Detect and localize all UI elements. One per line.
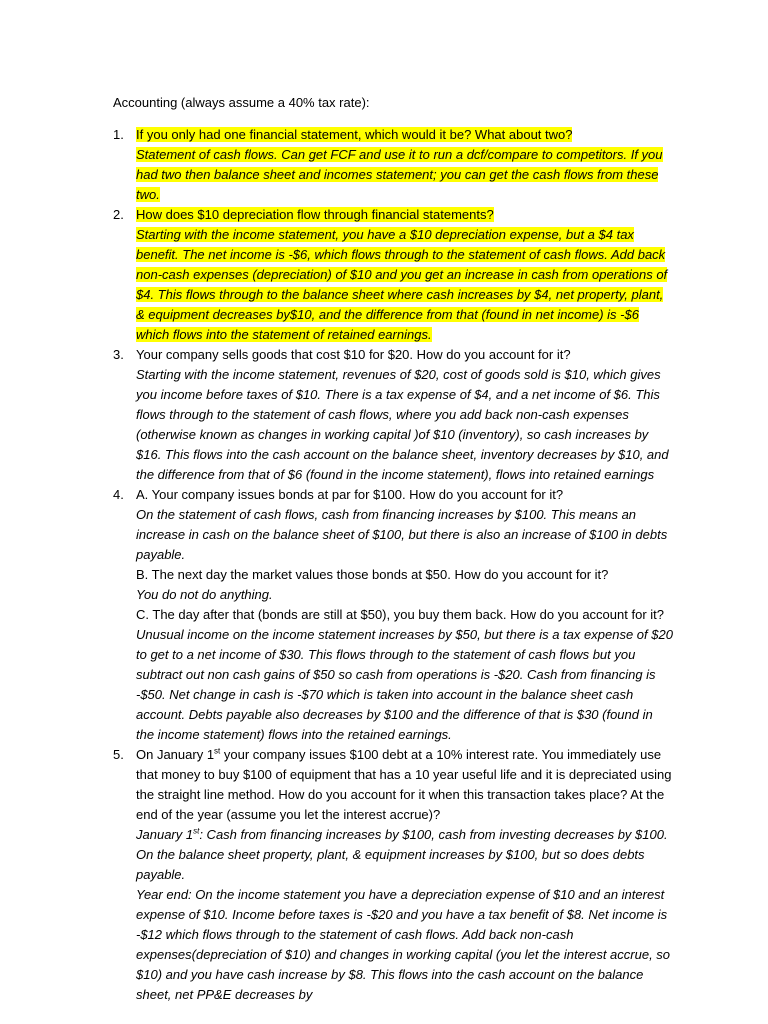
answer-text-year-end: Year end: On the income statement you have a depreciation expense of $10 and an interest expense of $10. Income before taxes is -$20 and you have a tax benefit of $8. Net income is -$12 which flows through to the statement of cash flows. Add back non-cash expenses(depreciation of $10) and changes in working capital (you let the interest accrue, so $10) and you have cash increase by $8. This flows into the cash account on the balance sheet, net PP&E decreases by [136, 887, 671, 1002]
page-title: Accounting (always assume a 40% tax rate): [113, 95, 370, 110]
answer-text: Starting with the income statement, revenues of $20, cost of goods sold is $10, which gives you income before taxes of $10. There is a tax expense of $4, and a net income of $6. This flows through to the statement of cash flows, where you add back non-cash expenses (otherwise known as changes in working capital )of $10 (inventory), so cash increases by $16. This flows into the cash account on the balance sheet, inventory decreases by $10, and the difference from that of $6 (found in the income statement), flows into retained earnings [136, 367, 669, 482]
question-text: A. Your company issues bonds at par for $100. How do you account for it? [136, 487, 564, 502]
answer-text [136, 825, 673, 885]
question-text: B. The next day the market values those bonds at $50. How do you account for it? [136, 567, 609, 582]
question-text: How does $10 depreciation flow through financial statements? [136, 207, 494, 222]
answer-text: Unusual income on the income statement increases by $50, but there is a tax expense of $20 to get to a net income of $30. This flows through to the statement of cash flows but you subtract out non cash gains of $50 so cash from operations is -$20. Cash from financing is -$50. Net change in cash is -$70 which is taken into account in the balance sheet cash account. Debts payable also decreases by $100 and the difference of that is $30 (found in the income statement) flows into the retained earnings. [136, 627, 673, 742]
question-text: Your company sells goods that cost $10 for $20. How do you account for it? [136, 347, 571, 362]
answer-text: You do not do anything. [136, 587, 273, 602]
answer-text: On the statement of cash flows, cash from financing increases by $100. This means an increase in cash on the balance sheet of $100, but there is also an increase of $100 in debts payable. [136, 507, 668, 562]
question-text-start: On January 1 [136, 747, 215, 762]
item-number: 1. [113, 127, 124, 142]
answer-date: January 1 [136, 827, 194, 842]
question-text [136, 745, 673, 825]
list-item [113, 485, 673, 745]
question-text: If you only had one financial statement, which would it be? What about two? [136, 127, 573, 142]
answer-text-rest: : Cash from financing increases by $100, cash from investing decreases by $100. On the balance sheet property, plant, & equipment increases by $100, but so does debts payable. [136, 827, 668, 882]
answer-text: Starting with the income statement, you have a $10 depreciation expense, but a $4 tax benefit. The net income is -$6, which flows through to the statement of cash flows. Add back non-cash expenses (depreciation) of $10 and you get an increase in cash from operations of $4. This flows through to the balance sheet where cash increases by $4, net property, plant, & equipment decreases by$10, and the difference from that (found in net income) is -$6 which flows into the statement of retained earnings. [136, 227, 668, 342]
list-item [113, 345, 673, 485]
list-item [113, 205, 673, 345]
item-number: 5. [113, 747, 124, 762]
item-number: 3. [113, 347, 124, 362]
question-text: C. The day after that (bonds are still at $50), you buy them back. How do you account for it? [136, 607, 664, 622]
question-text-rest: your company issues $100 debt at a 10% interest rate. You immediately use that money to buy $100 of equipment that has a 10 year useful life and it is depreciated using the straight line method. How do you account for it when this transaction takes place? At the end of the year (assume you let the interest accrue)? [136, 747, 672, 822]
ordinal-suffix: st [214, 746, 221, 756]
list-item [113, 125, 673, 205]
item-number: 4. [113, 487, 124, 502]
list-item [113, 745, 673, 1005]
ordinal-suffix: st [193, 826, 200, 836]
item-number: 2. [113, 207, 124, 222]
question-list [113, 125, 673, 1005]
answer-text: Statement of cash flows. Can get FCF and use it to run a dcf/compare to competitors. If you had two then balance sheet and incomes statement; you can get the cash flows from these two. [136, 147, 663, 202]
